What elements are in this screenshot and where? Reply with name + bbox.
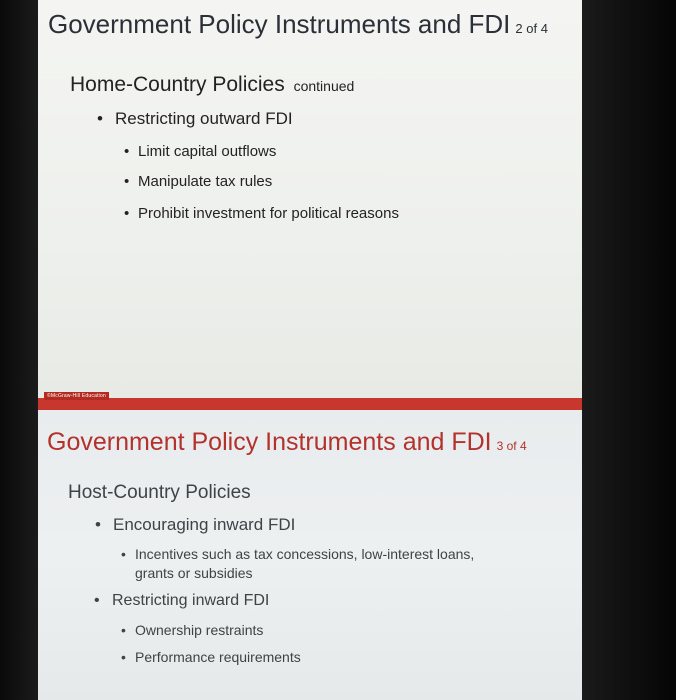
bullet-icon: •	[124, 205, 130, 222]
sub-bullet-item	[121, 649, 301, 665]
sub-bullet-text: grants or subsidies	[135, 565, 253, 581]
sub-bullet-item	[124, 205, 399, 222]
publisher-logo-text: ©McGraw-Hill Education	[47, 393, 106, 399]
sub-bullet-text: Manipulate tax rules	[138, 173, 273, 190]
sub-bullet-text: Prohibit investment for political reasons	[138, 205, 399, 222]
sub-bullet-text: Limit capital outflows	[138, 143, 277, 160]
bullet-icon: •	[121, 546, 126, 562]
bullet-icon: •	[121, 649, 126, 665]
slide-title	[48, 9, 548, 44]
heading-note: continued	[293, 78, 355, 94]
slide-counter: 3 of 4	[496, 439, 527, 453]
slide-title	[47, 427, 527, 461]
bullet-item	[94, 592, 270, 610]
publisher-logo	[44, 392, 109, 400]
slide-title-text: Government Policy Instruments and FDI	[47, 428, 492, 456]
slide-2-of-4	[38, 0, 582, 398]
heading-text: Home-Country Policies	[70, 73, 285, 96]
bullet-text: Encouraging inward FDI	[113, 515, 296, 534]
bullet-icon: •	[124, 143, 130, 160]
sub-bullet-item	[121, 546, 475, 562]
slide-counter: 2 of 4	[515, 21, 548, 36]
bullet-text: Restricting inward FDI	[112, 592, 270, 609]
sub-bullet-continuation	[135, 565, 253, 581]
sub-bullet-text: Incentives such as tax concessions, low-interest loans,	[135, 546, 475, 562]
bullet-icon: •	[97, 109, 103, 128]
sub-bullet-text: Performance requirements	[135, 649, 301, 665]
section-heading	[70, 73, 354, 97]
sub-bullet-text: Ownership restraints	[135, 622, 264, 638]
bullet-icon: •	[94, 592, 100, 609]
slide-3-of-4	[38, 410, 582, 700]
photo-background-right	[582, 0, 676, 700]
bullet-icon: •	[124, 173, 130, 190]
sub-bullet-item	[124, 143, 277, 160]
photo-background-left	[0, 0, 38, 700]
section-heading	[68, 482, 251, 504]
heading-text: Host-Country Policies	[68, 482, 251, 503]
sub-bullet-item	[124, 173, 273, 190]
slide-footer-bar	[38, 398, 582, 410]
sub-bullet-item	[121, 622, 264, 638]
slide-title-text: Government Policy Instruments and FDI	[48, 9, 511, 39]
bullet-item	[95, 515, 296, 535]
bullet-text: Restricting outward FDI	[115, 109, 293, 128]
bullet-icon: •	[95, 515, 101, 534]
bullet-icon: •	[121, 622, 126, 638]
bullet-item	[97, 109, 293, 129]
